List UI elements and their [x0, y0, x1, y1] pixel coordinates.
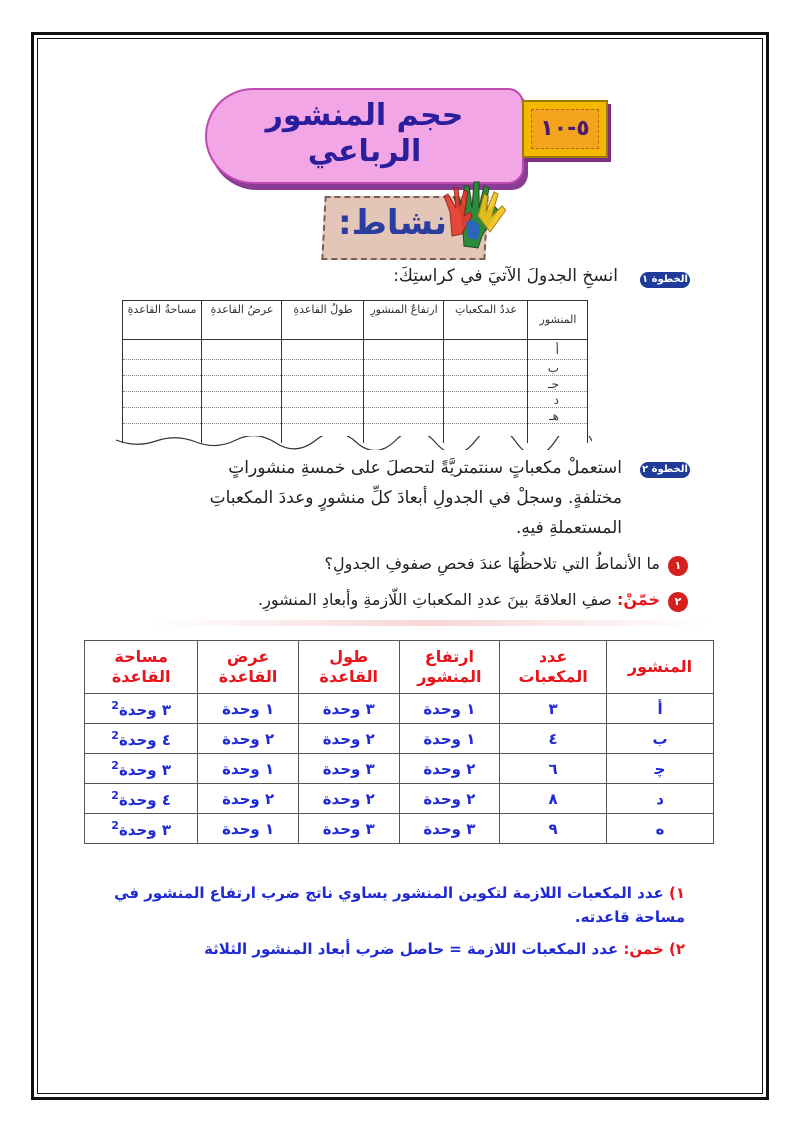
step2-line3: المستعملةِ فيهِ. [516, 518, 622, 538]
worksheet-row-label: هـ [549, 409, 559, 423]
step1-badge: الخطوة ١ [640, 272, 690, 288]
table-row: ه ٩ ٣ وحدة ٣ وحدة ١ وحدة ٣ وحدة$^2$ [85, 814, 714, 844]
lesson-number-badge [522, 100, 608, 158]
table-row: ﭼ ٦ ٢ وحدة ٣ وحدة ١ وحدة ٣ وحدة$^2$ [85, 754, 714, 784]
answer1-line2: مساحة قاعدته. [574, 908, 685, 926]
header-length: طول القاعدة [298, 641, 399, 694]
table-row: د ٨ ٢ وحدة ٢ وحدة ٢ وحدة ٤ وحدة$^2$ [85, 784, 714, 814]
step2-line1: استعملْ مكعباتٍ سنتمتريَّةً لتحصلَ على خمسةِ منشوراتٍ [228, 458, 622, 478]
table-row: ب ٤ ١ وحدة ٢ وحدة ٢ وحدة ٤ وحدة$^2$ [85, 724, 714, 754]
question2-number: ٢ [668, 592, 688, 612]
worksheet-row-label: ب [547, 361, 559, 375]
answer-table-header [85, 641, 714, 694]
answer2-label: خمن: [623, 940, 664, 958]
worksheet-row-label: أ [555, 343, 559, 357]
answer2 [204, 940, 685, 958]
worksheet-header-length: طولُ القاعدةِ [293, 303, 353, 316]
lesson-number: ٥-١٠ [531, 109, 599, 149]
lesson-title-banner [205, 88, 524, 184]
worksheet-header-width: عرضُ القاعدةِ [210, 303, 274, 316]
header-width: عرض القاعدة [198, 641, 299, 694]
header-cubes: عدد المكعبات [500, 641, 607, 694]
table-row: أ ٣ ١ وحدة ٣ وحدة ١ وحدة ٣ وحدة$^2$ [85, 694, 714, 724]
worksheet-header-height: ارتفاعُ المنشورِ [370, 303, 438, 316]
step2-line2: مختلفةٍ. وسجلْ في الجدولِ أبعادَ كلِّ منشورٍ وعددَ المكعباتِ [209, 488, 622, 508]
header-prism: المنشور [607, 641, 714, 694]
divider [150, 620, 710, 626]
lesson-title-line1: حجم المنشور [265, 98, 464, 133]
answer-table [84, 640, 714, 844]
header-height: ارتفاع المنشور [399, 641, 500, 694]
question1-number: ١ [668, 556, 688, 576]
step2-badge: الخطوة ٢ [640, 462, 690, 478]
step1-instruction: انسخِ الجدولَ الآتيَ في كراستِكَ: [393, 266, 618, 286]
header-area: مساحة القاعدة [85, 641, 198, 694]
worksheet-row-label: جـ [548, 377, 559, 391]
colored-hands-icon [444, 176, 506, 250]
answer1-line1: عدد المكعبات اللازمة لتكوين المنشور يساوي ناتج ضرب ارتفاع المنشور في [114, 884, 664, 902]
worksheet-header-cubes: عددُ المكعباتِ [455, 303, 517, 316]
answer1 [105, 884, 685, 902]
answer2-number: ٢) [668, 940, 685, 958]
answer2-text: عدد المكعبات اللازمة = حاصل ضرب أبعاد المنشور الثلاثة [204, 940, 619, 958]
worksheet-header-prism: المنشور [539, 313, 577, 326]
activity-label: نشاط: [338, 203, 448, 243]
lesson-title-line2: الرباعي [307, 134, 422, 169]
question2-text: صفِ العلاقةَ بينَ عددِ المكعباتِ اللّازمةِ وأبعادِ المنشورِ. [258, 590, 612, 609]
torn-edge [116, 436, 592, 450]
question1-text: ما الأنماطُ التي تلاحظُهَا عندَ فحصِ صفوفِ الجدولِ؟ [324, 554, 660, 573]
worksheet-header-area: مساحةُ القاعدةِ [127, 303, 197, 316]
question2 [258, 590, 660, 609]
question2-label: خمّنْ: [616, 590, 660, 609]
answer1-number: ١) [668, 884, 685, 902]
worksheet-row-label: د [553, 393, 559, 407]
worksheet-table [122, 300, 588, 443]
